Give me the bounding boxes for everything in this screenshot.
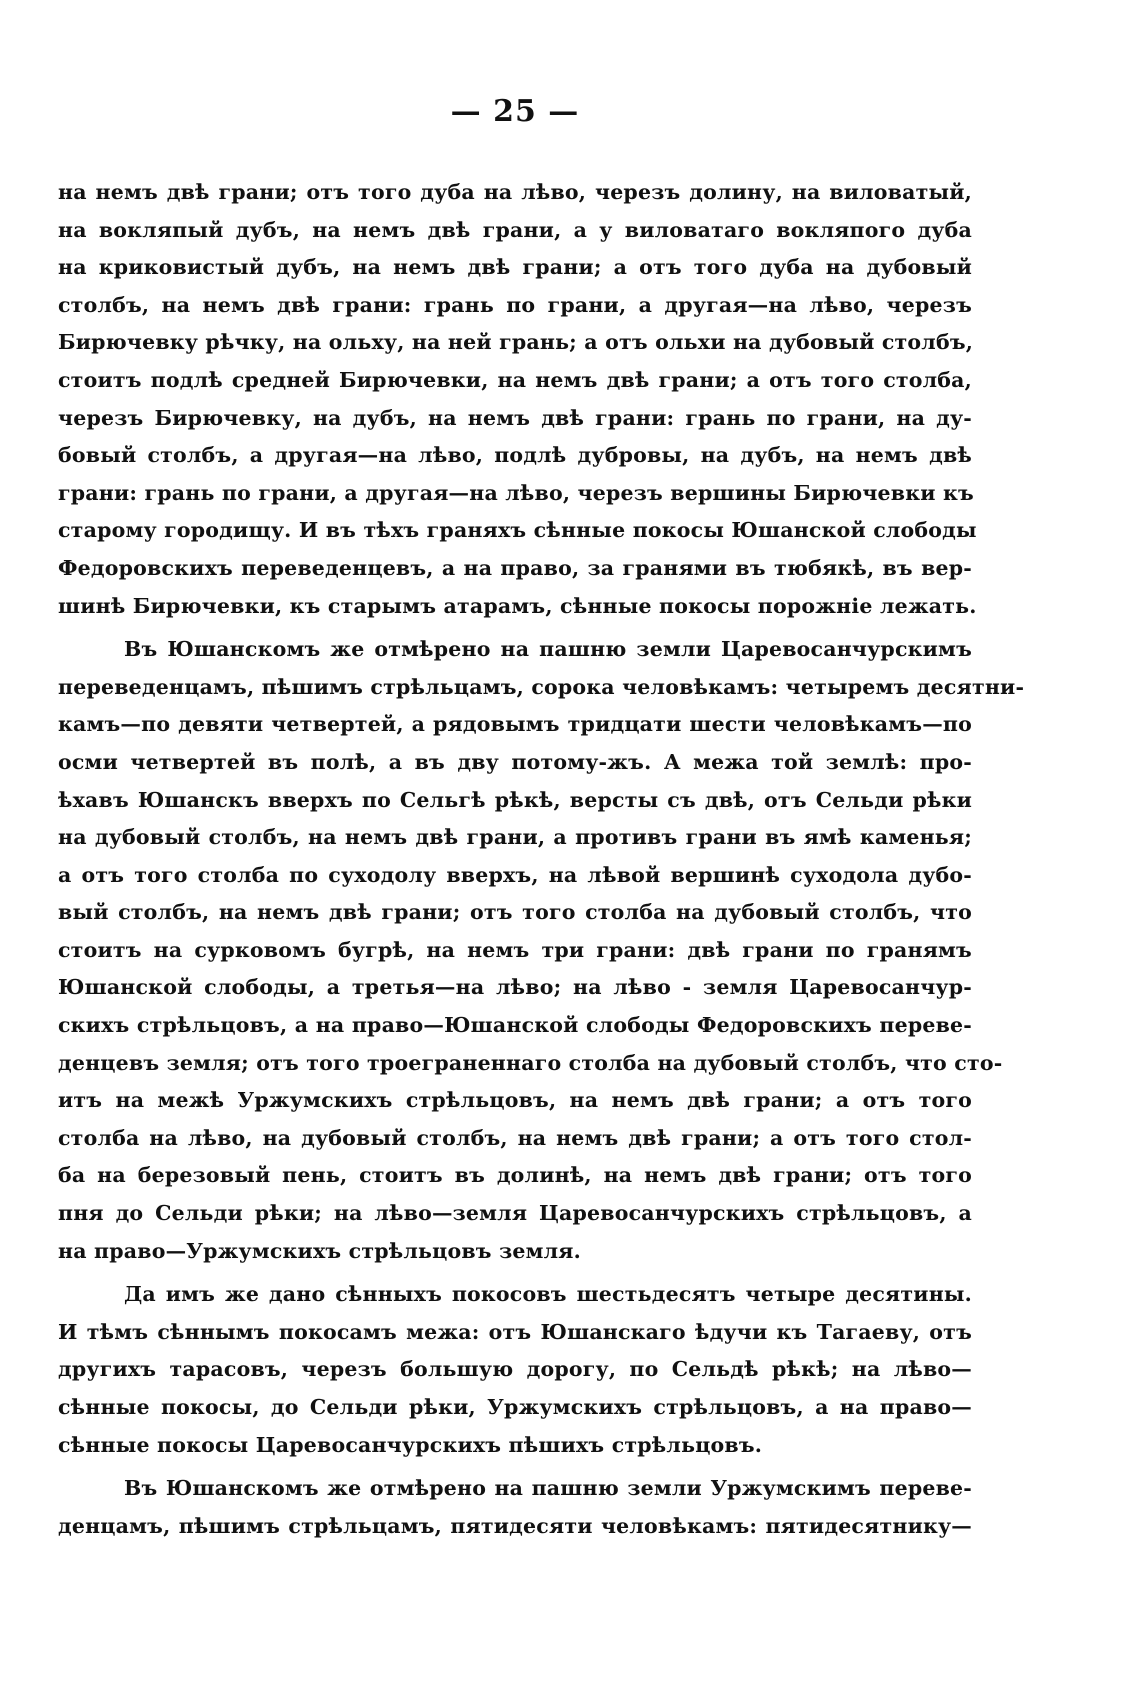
text-line: итъ на межѣ Уржумскихъ стрѣльцовъ, на немъ двѣ грани; а отъ того: [58, 1088, 972, 1113]
text-line: стоитъ подлѣ средней Бирючевки, на немъ двѣ грани; а отъ того столба,: [58, 367, 972, 392]
text-line: камъ—по девяти четвертей, а рядовымъ тридцати шести человѣкамъ—по: [58, 712, 972, 737]
text-line: денцамъ, пѣшимъ стрѣльцамъ, пятидесяти человѣкамъ: пятидесятнику—: [58, 1513, 972, 1538]
text-line: Бирючевку рѣчку, на ольху, на ней грань; а отъ ольхи на дубовый столбъ,: [58, 330, 974, 355]
text-line: на дубовый столбъ, на немъ двѣ грани, а противъ грани въ ямѣ каменья;: [58, 825, 972, 850]
text-line: вый столбъ, на немъ двѣ грани; отъ того столба на дубовый столбъ, что: [58, 900, 972, 925]
text-line: ѣхавъ Юшанскъ вверхъ по Сельгѣ рѣкѣ, версты съ двѣ, отъ Сельди рѣки: [58, 787, 972, 812]
text-line: сѣнные покосы, до Сельди рѣки, Уржумскихъ стрѣльцовъ, а на право—: [58, 1395, 972, 1419]
text-line: другихъ тарасовъ, черезъ большую дорогу, по Сельдѣ рѣкѣ; на лѣво—: [58, 1357, 972, 1382]
text-line: на вокляпый дубъ, на немъ двѣ грани, а у виловатаго вокляпого дуба: [58, 217, 972, 242]
text-line: скихъ стрѣльцовъ, а на право—Юшанской слободы Федоровскихъ переве-: [58, 1013, 972, 1038]
document-body: [58, 174, 1025, 1545]
text-line: на криковистый дубъ, на немъ двѣ грани; а отъ того дуба на дубовый: [58, 255, 972, 280]
text-line: шинѣ Бирючевки, къ старымъ атарамъ, сѣнные покосы порожніе лежать.: [58, 593, 977, 618]
paragraph: [58, 174, 977, 625]
text-line: переведенцамъ, пѣшимъ стрѣльцамъ, сорока человѣкамъ: четыремъ десятни-: [58, 674, 1025, 699]
text-line: столбъ, на немъ двѣ грани: грань по грани, а другая—на лѣво, черезъ: [58, 292, 972, 317]
text-line: а отъ того столба по суходолу вверхъ, на лѣвой вершинѣ суходола дубо-: [58, 862, 972, 887]
text-line: на немъ двѣ грани; отъ того дуба на лѣво, черезъ долину, на виловатый,: [58, 180, 972, 204]
text-line: Федоровскихъ переведенцевъ, а на право, за гранями въ тюбякѣ, въ вер-: [58, 555, 972, 580]
paragraph: [58, 1470, 972, 1545]
text-line: бовый столбъ, а другая—на лѣво, подлѣ дубровы, на дубъ, на немъ двѣ: [58, 443, 972, 468]
text-line: И тѣмъ сѣннымъ покосамъ межа: отъ Юшанскаго ѣдучи къ Тагаеву, отъ: [58, 1319, 972, 1344]
text-line: денцевъ земля; отъ того троеграненнаго столба на дубовый столбъ, что сто-: [58, 1050, 1003, 1075]
text-line: Въ Юшанскомъ же отмѣрено на пашню земли Царевосанчурскимъ: [124, 637, 972, 662]
text-line: столба на лѣво, на дубовый столбъ, на немъ двѣ грани; а отъ того стол-: [58, 1125, 972, 1150]
text-line: старому городищу. И въ тѣхъ граняхъ сѣнные покосы Юшанской слободы: [58, 518, 977, 543]
text-line: Въ Юшанскомъ же отмѣрено на пашню земли Уржумскимъ переве-: [124, 1476, 972, 1501]
text-line: ба на березовый пень, стоитъ въ долинѣ, на немъ двѣ грани; отъ того: [58, 1163, 972, 1188]
text-line: осми четвертей въ полѣ, а въ дву потому-жъ. А межа той землѣ: про-: [58, 749, 972, 774]
text-line: Да имъ же дано сѣнныхъ покосовъ шестьдесятъ четыре десятины.: [124, 1282, 972, 1307]
text-line: сѣнные покосы Царевосанчурскихъ пѣшихъ стрѣльцовъ.: [58, 1432, 763, 1457]
text-line: черезъ Бирючевку, на дубъ, на немъ двѣ грани: грань по грани, на ду-: [58, 405, 972, 430]
text-line: пня до Сельди рѣки; на лѣво—земля Царевосанчурскихъ стрѣльцовъ, а: [58, 1201, 972, 1226]
paragraph: [58, 1276, 972, 1464]
text-line: стоитъ на сурковомъ бугрѣ, на немъ три грани: двѣ грани по гранямъ: [58, 937, 972, 962]
paragraph: [58, 631, 1025, 1270]
page-number: — 25 —: [450, 94, 580, 129]
text-line: на право—Уржумскихъ стрѣльцовъ земля.: [58, 1238, 581, 1263]
text-line: Юшанской слободы, а третья—на лѣво; на лѣво - земля Царевосанчур-: [58, 975, 972, 1000]
text-line: грани: грань по грани, а другая—на лѣво, черезъ вершины Бирючевки къ: [58, 480, 974, 505]
